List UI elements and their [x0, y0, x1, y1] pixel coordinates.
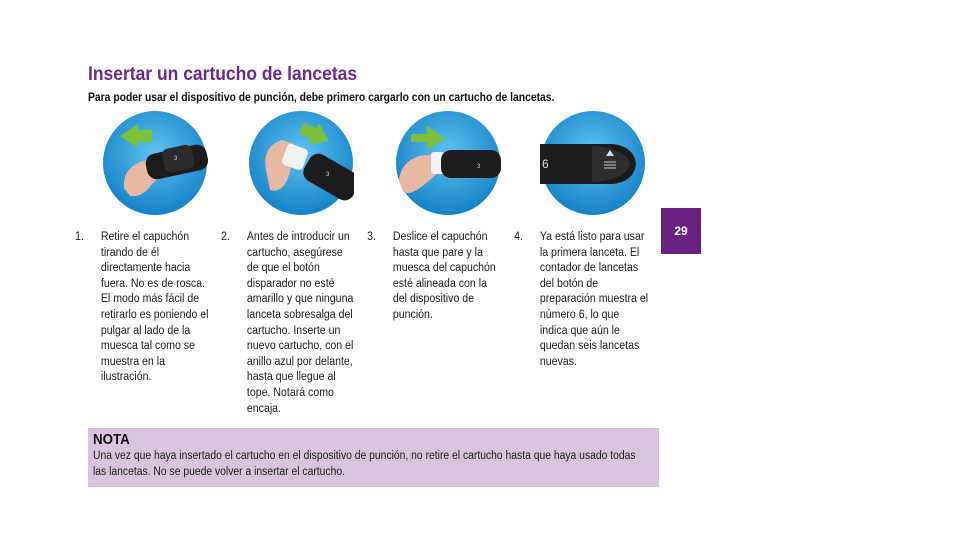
step-4-number: 4. — [514, 231, 523, 243]
step-3 — [367, 230, 501, 324]
note-box — [88, 428, 659, 487]
step-4 — [514, 230, 649, 370]
counter-digit: 6 — [542, 157, 549, 171]
insert-cartridge-illustration — [248, 110, 354, 216]
step-2-text: Antes de introducir un cartucho, asegúrese de que el botón disparador no esté amarillo y que ninguna lanceta sobresalga del cartucho. Inserte un nuevo cartucho, con el anillo azul por delante, hasta que llegue al tope. Notará como encaja. — [246, 231, 354, 415]
step-1 — [75, 230, 209, 386]
step-1-text: Retire el capuchón tirando de él directamente hacia fuera. No es de rosca. El modo más fácil de retirarlo es poniendo el pulgar al lado de la muesca tal como se muestra en la ilustración. — [100, 231, 209, 384]
svg-text:3: 3 — [477, 164, 481, 170]
page-title: Insertar un cartucho de lancetas — [88, 64, 358, 85]
step-4-text: Ya está listo para usar la primera lanceta. El contador de lancetas del botón de preparación muestra el número 6, lo que indica que aún le quedan seis lancetas nuevas. — [539, 231, 649, 368]
svg-text:3: 3 — [326, 172, 330, 178]
remove-cap-illustration — [102, 110, 208, 216]
step-3-number: 3. — [367, 231, 376, 243]
page-subtitle: Para poder usar el dispositivo de punción, debe primero cargarlo con un cartucho de lancetas. — [88, 92, 555, 104]
step-2 — [221, 230, 355, 417]
replace-cap-illustration — [395, 110, 501, 216]
note-title: NOTA — [93, 432, 130, 448]
step-3-text: Deslice el capuchón hasta que pare y la muesca del capuchón esté alineada con la del dispositivo de punción. — [392, 231, 496, 321]
lancet-counter-illustration — [540, 110, 646, 216]
note-text: Una vez que haya insertado el cartucho en el dispositivo de punción, no retire el cartucho hasta que haya usado todas las lancetas. No se puede volver a insertar el cartucho. — [93, 450, 636, 478]
page-number: 29 — [674, 224, 688, 238]
step-2-number: 2. — [221, 231, 230, 243]
step-1-number: 1. — [75, 231, 84, 243]
svg-text:3: 3 — [174, 156, 178, 162]
page-number-tab — [661, 208, 701, 254]
